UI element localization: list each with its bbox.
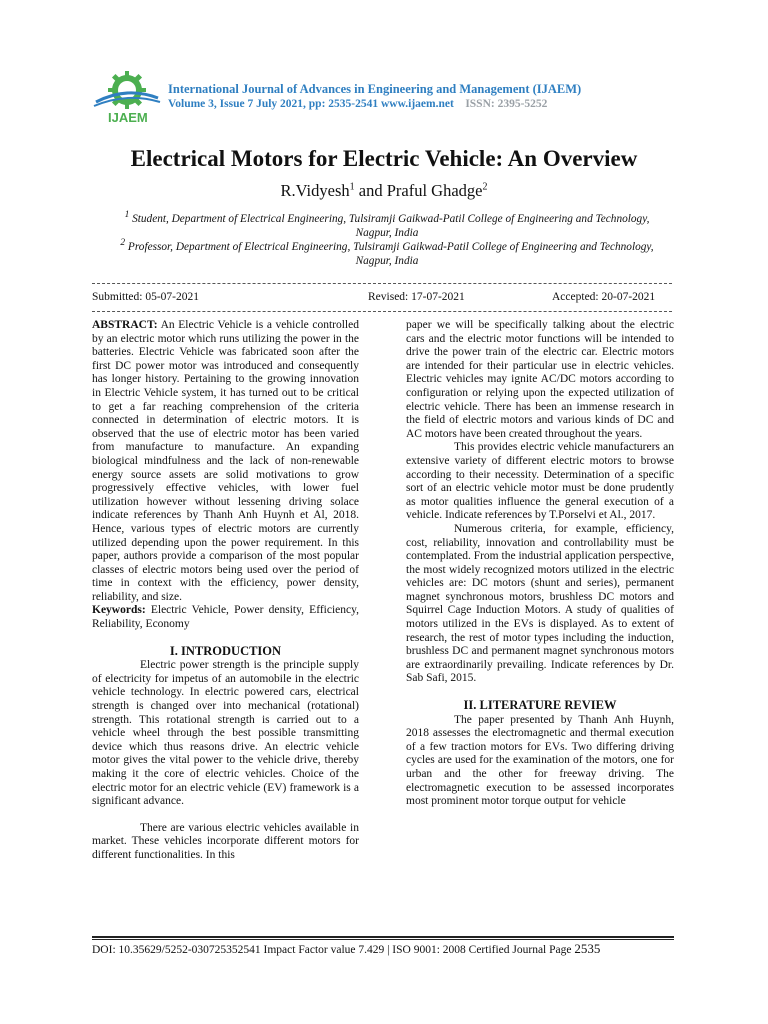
section-heading-literature-review: II. LITERATURE REVIEW bbox=[463, 698, 617, 713]
revised-date: Revised: 17-07-2021 bbox=[368, 291, 465, 303]
intro-paragraph-2: There are various electric vehicles available in market. These vehicles incorporate different motors for different functionalities. In this bbox=[92, 821, 359, 861]
dates-row bbox=[92, 291, 666, 305]
right-paragraph-3: Numerous criteria, for example, efficiency, cost, reliability, innovation and controllability must be contemplated. From the industrial application perspective, the most widely recognized motors utilized in the electric vehicles are: DC motors (shunt and series), permanent magnet synchronous motors, brushless DC motors and Squirrel Cage Induction Motors. A study of qualities of motors utilized in the EVs is displayed. As to extent of research, the rest of motor types including the induction, brushless DC and permanent magnet synchronous motors are extraordinarily prevailing. Indicate references by Dr. Sab Safi, 2015. bbox=[406, 522, 674, 685]
divider-top bbox=[92, 283, 672, 284]
accepted-date: Accepted: 20-07-2021 bbox=[552, 291, 656, 303]
volume-info: Volume 3, Issue 7 July 2021, pp: 2535-2541 www.ijaem.net bbox=[168, 98, 454, 110]
page-number: 2535 bbox=[574, 941, 601, 956]
journal-name: International Journal of Advances in Engineering and Management (IJAEM) bbox=[168, 82, 582, 96]
left-column bbox=[92, 319, 359, 863]
footer-doi: DOI: 10.35629/5252-030725352541 Impact Factor value 7.429 | ISO 9001: 2008 Certified Journal Page bbox=[92, 944, 575, 956]
right-paragraph-1: paper we will be specifically talking about the electric cars and the electric motor functions will be intended to drive the power train of the electric car. Electric motors are intended for their particular use in electric vehicles. Electric vehicles may ignite AC/DC motors according to configuration or relying upon the expected utilization of electric vehicle. There has been an immense research in the field of electric motors and various kinds of DC and AC motors have been created throughout the years. bbox=[406, 319, 674, 440]
literature-paragraph-1: The paper presented by Thanh Anh Huynh, 2018 assesses the electromagnetic and thermal execution of a few traction motors for EVs. Two differing driving cycles are used for the examination of the motors, one for urban and the other for freeway driving. The electromagnetic execution to be assessed incorporates most prominent motor torque output for vehicle bbox=[406, 713, 674, 808]
divider-bottom bbox=[92, 311, 672, 312]
paper-title: Electrical Motors for Electric Vehicle: An Overview bbox=[130, 146, 638, 171]
affiliation-2-sup: 2 bbox=[120, 238, 126, 248]
right-paragraph-2: This provides electric vehicle manufacturers an extensive variety of different electric motors to browse according to their necessity. Determination of a specific sort of an electric vehicle motor must be done prudently as motor qualities influence the general execution of a vehicle. Indicate references by T.Porselvi et Al., 2017. bbox=[406, 441, 674, 522]
keywords bbox=[92, 604, 359, 631]
author-2: and Praful Ghadge bbox=[354, 181, 483, 200]
footer bbox=[92, 941, 600, 957]
intro-paragraph-1: Electric power strength is the principle supply of electricity for impetus of an automobile in the electric vehicle technology. In electric powered cars, electrical strength is changed over into mechanical (rotational) strength. This rotational strength is carried out to a vehicle wheel through the best possible transmitting device which thus reasons drive. An electric vehicle motor gives the vital power to the vehicle drive, thereby making it the core of electric vehicles. Choice of the electric motor for an electric vehicle (EV) framework is a significant advance. bbox=[92, 659, 359, 808]
journal-header bbox=[92, 68, 692, 128]
authors bbox=[0, 181, 768, 201]
affiliation-1-text: Student, Department of Electrical Engineering, Tulsiramji Gaikwad-Patil College of Engineering and Technology, Nagpur, India bbox=[129, 212, 650, 239]
section-heading-introduction: I. INTRODUCTION bbox=[169, 643, 282, 658]
abstract-label: ABSTRACT: bbox=[92, 319, 158, 331]
logo-text: IJAEM bbox=[108, 110, 148, 125]
affiliation-2 bbox=[112, 236, 662, 268]
keywords-text: Electric Vehicle, Power density, Efficiency, Reliability, Economy bbox=[92, 604, 359, 631]
author-1: R.Vidyesh bbox=[280, 181, 350, 200]
right-column bbox=[406, 319, 674, 809]
keywords-label: Keywords: bbox=[92, 604, 146, 617]
affiliation-2-text: Professor, Department of Electrical Engineering, Tulsiramji Gaikwad-Patil College of Engineering and Technology, Nagpur, India bbox=[125, 240, 654, 267]
journal-volume-line bbox=[168, 97, 581, 111]
affiliation-1 bbox=[112, 208, 662, 240]
abstract bbox=[92, 319, 359, 604]
author-1-sup: 1 bbox=[349, 181, 355, 193]
journal-info bbox=[168, 82, 581, 111]
footer-rule-thin bbox=[92, 939, 674, 940]
author-2-sup: 2 bbox=[482, 181, 488, 193]
submitted-date: Submitted: 05-07-2021 bbox=[92, 291, 200, 303]
affiliation-1-sup: 1 bbox=[124, 210, 130, 220]
abstract-text: An Electric Vehicle is a vehicle controlled by an electric motor which runs utilizing the power in the batteries. Electric Vehicle was fabricated soon after the first DC power motor was introduced and consequently has longer history. Pertaining to the growing innovation in Electric Vehicle system, it has turned out to be critical to get a far reaching comprehension of the criteria connected in determination of electric motors. It is observed that the use of electric motor has been varied from manufacture to manufacture. An expanding biological mindfulness and the lack of non-renewable energy source assets are solid motivations to grow progressively effective vehicles, with lower fuel utilization however without lessening driving solace indicate references by Thanh Anh Huynh et Al, 2018. Hence, various types of electric motors are currently utilized depending upon the power requirement. In this paper, authors provide a comparison of the most popular classes of electric motors being used over the period of time in context with the efficiency, power density, reliability, and size. bbox=[92, 319, 359, 603]
issn: ISSN: 2395-5252 bbox=[465, 98, 548, 110]
footer-rule bbox=[92, 936, 674, 938]
